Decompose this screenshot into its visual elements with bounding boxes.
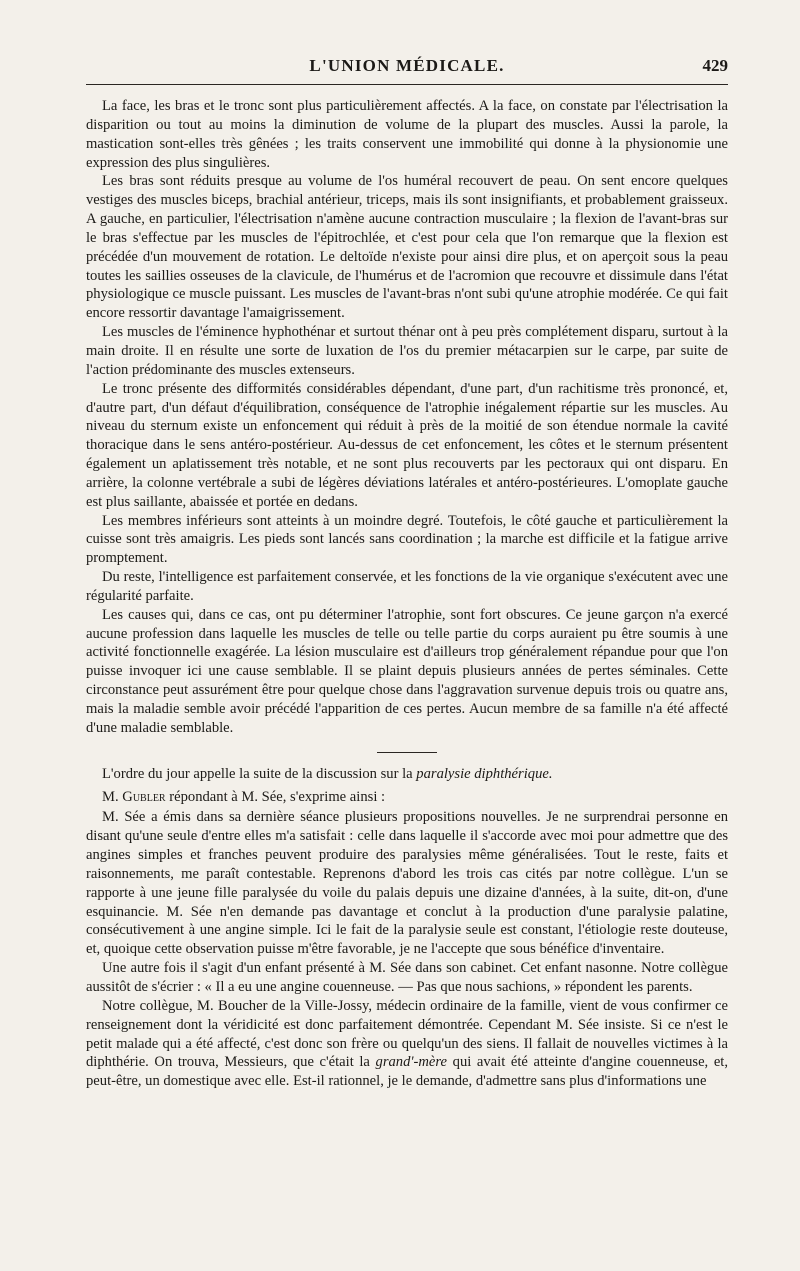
running-head [86,50,728,85]
speaker-suffix: répondant à M. Sée, s'exprime ainsi : [169,788,386,805]
paragraph: Les muscles de l'éminence hyphothénar et surtout thénar ont à peu près complétement disparu, surtout à la main droite. Il en résulte une sorte de luxation de l'os du premier métacarpien sur le carpe, par suite de l'action prédominante des muscles extenseurs. [86,324,728,378]
section-divider [377,752,437,753]
discussion-section [86,765,728,1091]
paragraph: Une autre fois il s'agit d'un enfant présenté à M. Sée dans son cabinet. Cet enfant nasonne. Notre collègue aussitôt de s'écrier : « Il a eu une angine couenneuse. — Pas que nous sachions, » répondent les parents. [86,960,728,995]
speaker-prefix: M. [102,788,119,805]
speaker-name: Gubler [122,788,166,805]
paragraph: Le tronc présente des difformités considérables dépendant, d'une part, d'un rachitisme très prononcé, et, d'autre part, d'un défaut d'équilibration, conséquence de l'atrophie inégalement répartie sur les muscles. Au niveau du sternum existe un enfoncement qui réduit à près de la moitié de son étendue normale la cavité thoracique dans le sens antéro-postérieur. Au-dessus de cet enfoncement, les côtes et le sternum présentent également un aplatissement très notable, et ne sont plus recouverts par les pectoraux qui ont disparu. En arrière, la colonne vertébrale a subi de légères déviations latérales et antéro-postérieures. L'omoplate gauche est plus saillante, abaissée et portée en dedans. [86,380,728,510]
paragraph: Du reste, l'intelligence est parfaitement conservée, et les fonctions de la vie organique s'exécutent avec une régularité parfaite. [86,569,728,604]
paragraph: Les bras sont réduits presque au volume de l'os huméral recouvert de peau. On sent encore quelques vestiges des muscles biceps, brachial antérieur, triceps, mais ils sont insignifiants, et probablement graisseux. A gauche, en particulier, l'électrisation n'amène aucune contraction musculaire ; la flexion de l'avant-bras sur le bras s'effectue par les muscles de l'épitrochlée, et c'est pour cela que l'on remarque que la flexion est précédée d'un mouvement de rotation. Le deltoïde n'existe pour ainsi dire plus, et on aperçoit sous la peau toutes les saillies osseuses de la clavicule, de l'humérus et de l'acromion que recouvre et dissimule dans l'état physiologique ce muscle puissant. Les muscles de l'avant-bras n'ont subi qu'une atrophie modérée. Ce qui fait encore ressortir davantage l'amaigrissement. [86,173,728,322]
emphasis: grand'-mère [375,1054,448,1071]
agenda-text: L'ordre du jour appelle la suite de la discussion sur la [102,765,413,782]
journal-title: L'UNION MÉDICALE. [309,56,505,75]
paragraph: La face, les bras et le tronc sont plus particulièrement affectés. A la face, on constate par l'électrisation la disparition ou tout au moins la diminution de volume de la plupart des muscles. Aussi la parole, la mastication sont-elles très gênées ; les traits conservent une immobilité qui donne à la physionomie une expression des plus singulières. [86,98,728,171]
paragraph: Les causes qui, dans ce cas, ont pu déterminer l'atrophie, sont fort obscures. Ce jeune garçon n'a exercé aucune profession dans laquelle les muscles de telle ou telle partie du corps auraient pu être soumis à une activité fonctionnelle exagérée. La lésion musculaire est d'ailleurs trop généralement répandue pour que l'on puisse invoquer ici une cause semblable. Il se plaint depuis plusieurs années de pertes séminales. Cette circonstance peut assurément être pour quelque chose dans l'aggravation survenue depuis trois ou quatre ans, mais la maladie semble avoir précédé l'apparition de ces pertes. Aucun membre de sa famille n'a été affecté d'une maladie semblable. [86,606,728,736]
page-number: 429 [702,56,728,75]
paragraph-text: qui avait été atteinte d'angine couenneuse, et, peut-être, un domestique avec elle. Est-il rationnel, je le demande, d'admettre sans plus d'informations une [86,1054,728,1090]
paragraph-text: Notre collègue, M. Boucher de la Ville-Jossy, médecin ordinaire de la famille, vient de vous confirmer ce renseignement dont la véridicité est donc parfaitement démontrée. Cependant M. Sée insiste. Si ce n'est le petit malade qui a été affecté, c'est donc son frère ou quelqu'un des siens. Il fallait de nouvelles victimes à la diphthérie. On trouva, Messieurs, que c'était la [86,997,728,1071]
paragraph [86,997,728,1091]
speaker-line [86,788,728,807]
agenda-topic: paralysie diphthérique. [416,765,553,782]
article-body [86,97,728,1091]
agenda-line [86,765,728,784]
paragraph: M. Sée a émis dans sa dernière séance plusieurs propositions nouvelles. Je ne surprendrai personne en disant qu'une seule d'entre elles m'a satisfait : celle dans laquelle il s'accorde avec moi pour admettre que des angines simples et franches peuvent produire des paralysies même généralisées. Tout le reste, faits et raisonnements, me paraît contestable. Reprenons d'abord les trois cas cités par notre collègue. L'un se rapporte à une jeune fille paralysée du voile du palais depuis une dizaine d'années, à la suite, dit-on, d'une esquinancie. M. Sée n'en demande pas davantage et conclut à la production d'une paralysie palatine, consécutivement à une angine simple. Ici le fait de la paralysie seule est constant, l'étiologie reste douteuse, et, quoique cette observation puisse m'être favorable, je ne l'accepte que sous bénéfice d'inventaire. [86,809,728,958]
paragraph: Les membres inférieurs sont atteints à un moindre degré. Toutefois, le côté gauche et particulièrement la cuisse sont très amaigris. Les pieds sont lancés sans coordination ; la marche est difficile et la fatigue arrive promptement. [86,512,728,567]
